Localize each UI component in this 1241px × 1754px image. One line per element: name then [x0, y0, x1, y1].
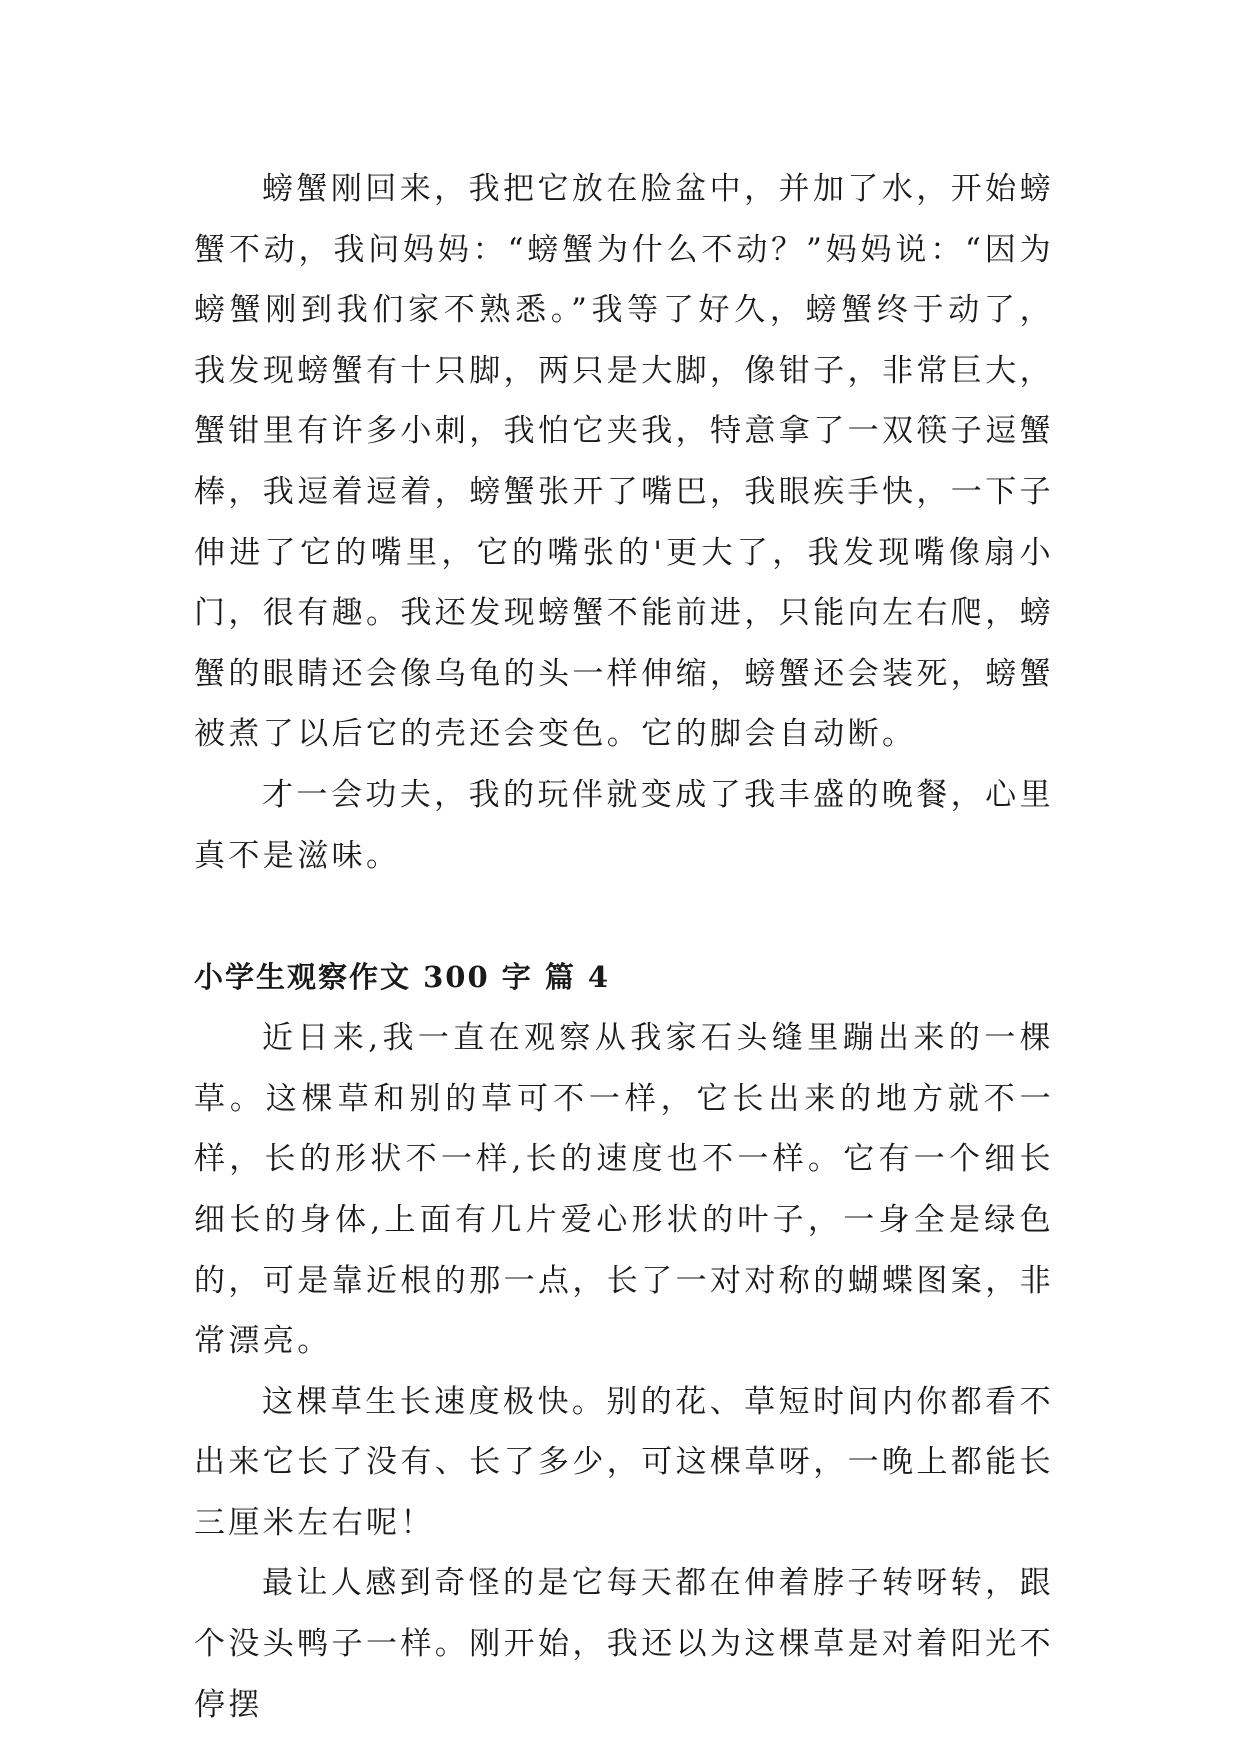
- essay-3-paragraph-1: 螃蟹刚回来，我把它放在脸盆中，并加了水，开始螃蟹不动，我问妈妈：“螃蟹为什么不动？”妈妈说：“因为螃蟹刚到我们家不熟悉。”我等了好久，螃蟹终于动了，我发现螃蟹有十只脚，两只是大脚，像钳子，非常巨大，蟹钳里有许多小刺，我怕它夹我，特意拿了一双筷子逗蟹棒，我逗着逗着，螃蟹张开了嘴巴，我眼疾手快，一下子伸进了它的嘴里，它的嘴张的'更大了，我发现嘴像扇小门，很有趣。我还发现螃蟹不能前进，只能向左右爬，螃蟹的眼睛还会像乌龟的头一样伸缩，螃蟹还会装死，螃蟹被煮了以后它的壳还会变色。它的脚会自动断。: [194, 171, 1054, 753]
- section-gap: [194, 886, 1054, 946]
- essay-4-paragraph-3: 最让人感到奇怪的是它每天都在伸着脖子转呀转，跟个没头鸭子一样。刚开始，我还以为这棵草是对着阳光不停摆: [194, 1565, 1054, 1723]
- essay-4-paragraph-2: 这棵草生长速度极快。别的花、草短时间内你都看不出来它长了没有、长了多少，可这棵草呀，一晚上都能长三厘米左右呢！: [194, 1383, 1054, 1541]
- document-page: [194, 159, 1054, 1735]
- essay-3-paragraph-2: 才一会功夫，我的玩伴就变成了我丰盛的晚餐，心里真不是滋味。: [194, 776, 1054, 874]
- essay-4-paragraph-1: 近日来,我一直在观察从我家石头缝里蹦出来的一棵草。这棵草和别的草可不一样，它长出来的地方就不一样，长的形状不一样,长的速度也不一样。它有一个细长细长的身体,上面有几片爱心形状的叶子，一身全是绿色的，可是靠近根的那一点，长了一对对称的蝴蝶图案，非常漂亮。: [194, 1020, 1054, 1360]
- essay-4-title: 小学生观察作文 300 字 篇 4: [194, 960, 611, 995]
